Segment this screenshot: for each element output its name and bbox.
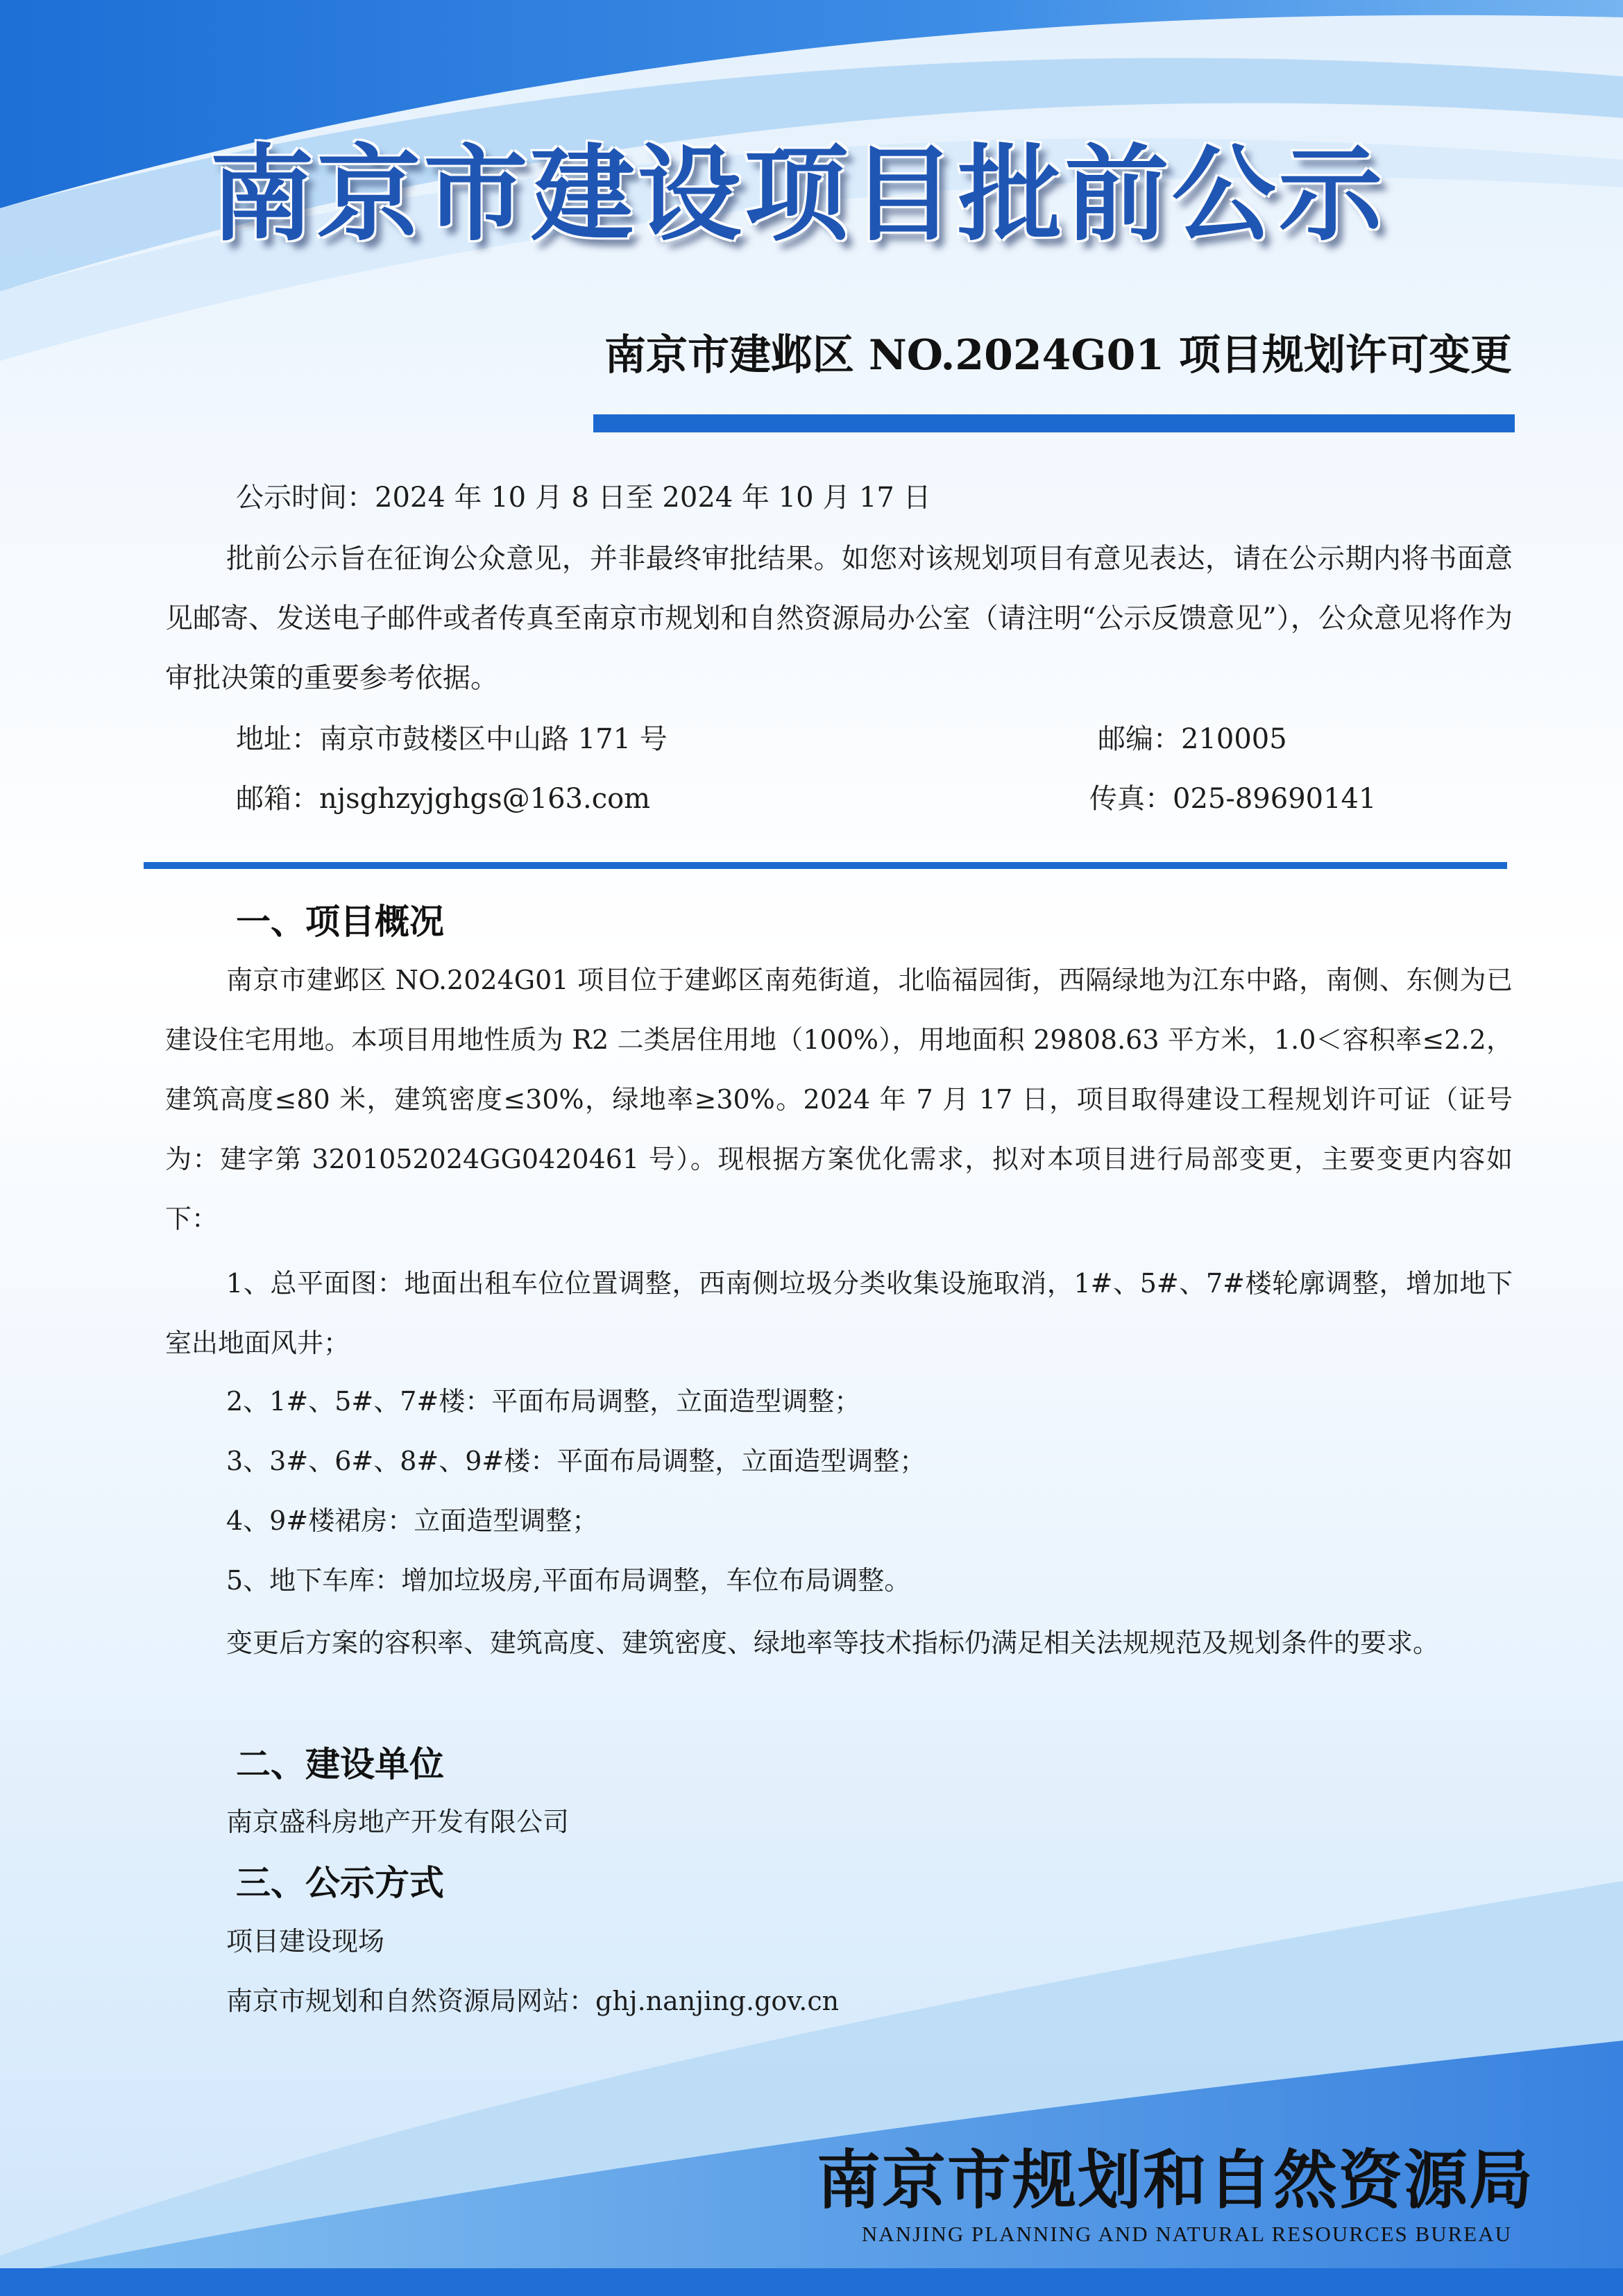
section-heading-method: 三、公示方式 [236,1863,444,1903]
method-site: 项目建设现场 [226,1926,385,1957]
change-item: 5、地下车库：增加垃圾房,平面布局调整，车位布局调整。 [226,1565,911,1596]
method-website: 南京市规划和自然资源局网站：ghj.nanjing.gov.cn [226,1986,840,2016]
section-heading-overview: 一、项目概况 [236,902,444,942]
notice-period: 公示时间：2024 年 10 月 8 日至 2024 年 10 月 17 日 [236,482,931,514]
title-divider [593,414,1515,432]
section-divider [144,862,1507,869]
bureau-name-english: NANJING PLANNING AND NATURAL RESOURCES BUREAU [861,2222,1512,2246]
overview-conclusion: 变更后方案的容积率、建筑高度、建筑密度、绿地率等技术指标仍满足相关法规规范及规划条件的要求。 [226,1628,1440,1658]
section-heading-builder: 二、建设单位 [236,1744,444,1784]
builder-name: 南京盛科房地产开发有限公司 [226,1807,570,1837]
contact-address: 地址：南京市鼓楼区中山路 171 号 [236,723,668,755]
change-item: 4、9#楼裙房：立面造型调整； [226,1505,599,1536]
notice-intro: 批前公示旨在征询公众意见，并非最终审批结果。如您对该规划项目有意见表达，请在公示期内将书面意见邮寄、发送电子邮件或者传真至南京市规划和自然资源局办公室（请注明“公示反馈意见”），公众意见将作为审批决策的重要参考依据。 [165,543,1513,694]
change-item: 2、1#、5#、7#楼：平面布局调整，立面造型调整； [226,1386,861,1417]
contact-email: 邮箱：njsghzyjghgs@163.com [236,783,651,815]
project-subtitle: 南京市建邺区 NO.2024G01 项目规划许可变更 [604,331,1512,380]
overview-paragraph: 南京市建邺区 NO.2024G01 项目位于建邺区南苑街道，北临福园街，西隔绿地为江东中路，南侧、东侧为已建设住宅用地。本项目用地性质为 R2 二类居住用地（100%），用地面积 29808.63 平方米，1.0＜容积率≤2.2，建筑高度≤80 米，建筑密度≤30%，绿地率≥30%。2024 年 7 月 17 日，项目取得建设工程规划许可证（证号为：建字第 3201052024GG0420461 号）。现根据方案优化需求，拟对本项目进行局部变更，主要变更内容如下： [165,965,1513,1234]
bureau-name: 南京市规划和自然资源局 [816,2143,1534,2218]
change-item: 1、总平面图：地面出租车位位置调整，西南侧垃圾分类收集设施取消，1#、5#、7#楼轮廓调整，增加地下室出地面风井； [165,1268,1513,1358]
contact-postcode: 邮编：210005 [1098,723,1287,755]
page-title: 南京市建设项目批前公示 [210,133,1386,255]
contact-fax: 传真：025-89690141 [1089,783,1377,815]
change-item: 3、3#、6#、8#、9#楼：平面布局调整，立面造型调整； [226,1446,926,1476]
